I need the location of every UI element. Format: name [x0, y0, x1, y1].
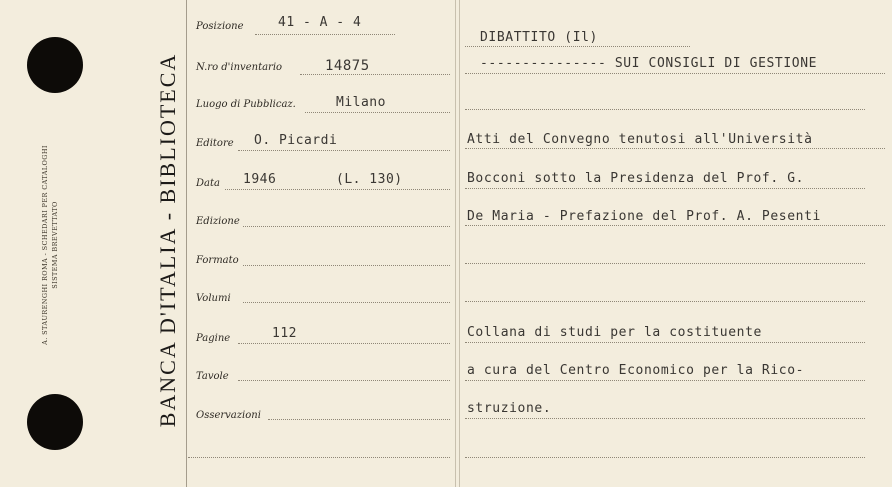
label-posizione: Posizione — [196, 21, 244, 32]
rule-desc-bottom — [465, 457, 865, 458]
punch-hole-top — [27, 37, 83, 93]
label-edizione: Edizione — [196, 216, 240, 227]
rule-desc-6 — [465, 342, 865, 343]
label-volumi: Volumi — [196, 293, 231, 304]
rule-data — [225, 189, 450, 190]
punch-hole-bottom — [27, 394, 83, 450]
desc-line-5: De Maria - Prefazione del Prof. A. Pesenti — [467, 209, 821, 224]
value-pagine: 112 — [272, 326, 297, 341]
library-name: BANCA D'ITALIA - BIBLIOTECA — [155, 52, 180, 428]
rule-desc-8 — [465, 418, 865, 419]
rule-desc-3 — [465, 148, 885, 149]
rule-desc-7 — [465, 380, 865, 381]
rule-tavole — [238, 380, 450, 381]
rule-desc-blank-3 — [465, 301, 865, 302]
printer-imprint — [38, 140, 62, 350]
rule-desc-4 — [465, 188, 865, 189]
label-data: Data — [196, 178, 220, 189]
rule-editore — [238, 150, 450, 151]
desc-line-1: DIBATTITO (Il) — [480, 30, 598, 45]
rule-volumi — [243, 302, 450, 303]
rule-desc-5 — [465, 225, 885, 226]
rule-edizione — [243, 226, 450, 227]
label-luogo: Luogo di Pubblicaz. — [196, 99, 296, 110]
column-rule-left — [455, 0, 456, 487]
desc-line-8: struzione. — [467, 401, 552, 416]
rule-osservazioni — [268, 419, 450, 420]
label-osservazioni: Osservazioni — [196, 410, 261, 421]
rule-luogo — [305, 112, 450, 113]
value-inventario: 14875 — [325, 58, 370, 74]
printer-line-1: A. STAURENGHI ROMA - SCHEDARI PER CATALOGHI — [41, 145, 49, 345]
desc-line-4: Bocconi sotto la Presidenza del Prof. G. — [467, 171, 805, 186]
label-editore: Editore — [196, 138, 234, 149]
rule-desc-blank — [465, 109, 865, 110]
rule-inventario — [300, 74, 450, 75]
desc-line-3: Atti del Convegno tenutosi all'Università — [467, 132, 813, 147]
label-inventario: N.ro d'inventario — [196, 62, 283, 73]
rule-desc-2 — [465, 73, 885, 74]
label-pagine: Pagine — [196, 333, 231, 344]
margin-rule — [186, 0, 187, 487]
rule-desc-1 — [465, 46, 690, 47]
printer-line-2: SISTEMA BREVETTATO — [51, 201, 59, 289]
rule-desc-blank-2 — [465, 263, 865, 264]
rule-pagine — [238, 343, 450, 344]
label-tavole: Tavole — [196, 371, 229, 382]
column-rule-right — [459, 0, 460, 487]
value-data: 1946 — [243, 172, 277, 187]
rule-formato — [243, 265, 450, 266]
desc-line-2: --------------- SUI CONSIGLI DI GESTIONE — [480, 56, 818, 71]
value-luogo: Milano — [336, 95, 386, 110]
rule-posizione — [255, 34, 395, 35]
value-editore: O. Picardi — [254, 133, 338, 148]
library-heading — [148, 30, 188, 450]
desc-line-7: a cura del Centro Economico per la Rico- — [467, 363, 805, 378]
label-formato: Formato — [196, 255, 239, 266]
desc-line-6: Collana di studi per la costituente — [467, 325, 762, 340]
value-posizione: 41 - A - 4 — [278, 15, 362, 30]
rule-bottom-left — [188, 457, 450, 458]
value-price: (L. 130) — [336, 172, 403, 187]
